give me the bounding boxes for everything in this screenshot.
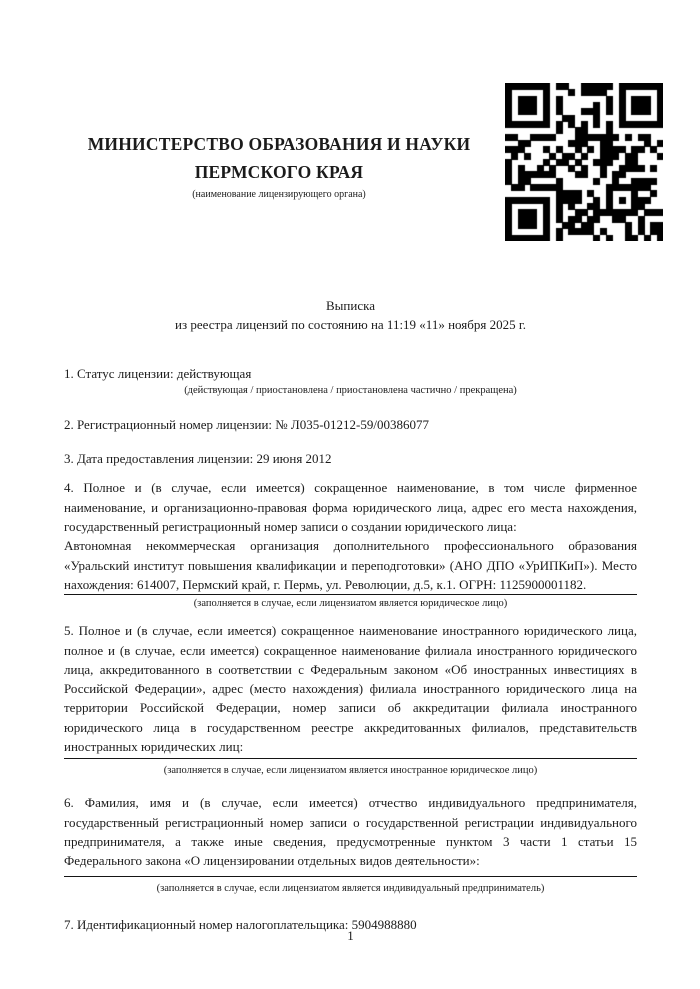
licensing-authority-header — [65, 130, 493, 201]
document-subtitle: из реестра лицензий по состоянию на 11:19 «11» ноября 2025 г. — [175, 317, 526, 333]
item-inn: 7. Идентификационный номер налогоплательщика: 5904988880 — [64, 916, 417, 932]
item-grant-date: 3. Дата предоставления лицензии: 29 июня 2012 — [64, 451, 332, 467]
foreign-entity-field-rule — [64, 758, 637, 759]
legal-entity-caption: (заполняется в случае, если лицензиатом является юридическое лицо) — [193, 598, 508, 610]
item-reg-number: 2. Регистрационный номер лицензии: № Л035-01212-59/00386077 — [64, 416, 430, 432]
status-options-caption: (действующая / приостановлена / приостановлена частично / прекращена) — [184, 384, 517, 396]
legal-entity-value: Автономная некоммерческая организация дополнительного профессионального образования «Уральский институт повышения квалификации и переподготовки» (АНО ДПО «УрИПКиП»). Место нахождения: 614007, Пермский край, г. Пермь, ул. Революции, д.5, к.1. ОГРН: 1125900001182. — [64, 536, 637, 595]
document-title: Выписка — [326, 298, 375, 313]
page-number: 1 — [347, 928, 354, 943]
qr-code — [505, 83, 663, 241]
item-foreign-entity-statute: 5. Полное и (в случае, если имеется) сокращенное наименование иностранного юридического лица, полное и (в случае, если имеется) сокращенное наименование филиала иностранного юридического лица, аккредитованного в соответствии с Федеральным законом «Об иностранных инвестициях в Российской Федерации», адрес (место нахождения) филиала иностранного юридического лица на территории Российской Федерации, номер записи об аккредитации филиала иностранного юридического лица в государственном реестре аккредитованных филиалов, представительств иностранных юридических лиц: — [64, 623, 637, 755]
individual-field-rule — [64, 876, 637, 877]
ministry-name-line2: ПЕРМСКОГО КРАЯ — [194, 162, 364, 182]
item-status-text: 1. Статус лицензии: действующая — [64, 365, 252, 381]
document-body — [64, 296, 637, 934]
item-legal-entity-statute: 4. Полное и (в случае, если имеется) сокращенное наименование, в том числе фирменное наименование, и организационно-правовая форма юридического лица, адрес его места нахождения, государственный регистрационный номер записи о создании юридического лица: — [64, 480, 637, 535]
document-title-block — [64, 296, 637, 335]
foreign-entity-caption: (заполняется в случае, если лицензиатом является иностранное юридическое лицо) — [163, 765, 538, 777]
licensing-authority-caption: (наименование лицензирующего органа) — [192, 189, 366, 200]
ministry-name-line1: МИНИСТЕРСТВО ОБРАЗОВАНИЯ И НАУКИ — [87, 134, 471, 154]
item-individual-statute: 6. Фамилия, имя и (в случае, если имеется) отчество индивидуального предпринимателя, государственный регистрационный номер записи о государственной регистрации индивидуального предпринимателя, а также иные сведения, предусмотренные пунктом 3 части 1 статьи 15 Федерального закона «О лицензировании отдельных видов деятельности»: — [64, 795, 637, 869]
individual-caption: (заполняется в случае, если лицензиатом является индивидуальный предприниматель) — [156, 882, 545, 894]
